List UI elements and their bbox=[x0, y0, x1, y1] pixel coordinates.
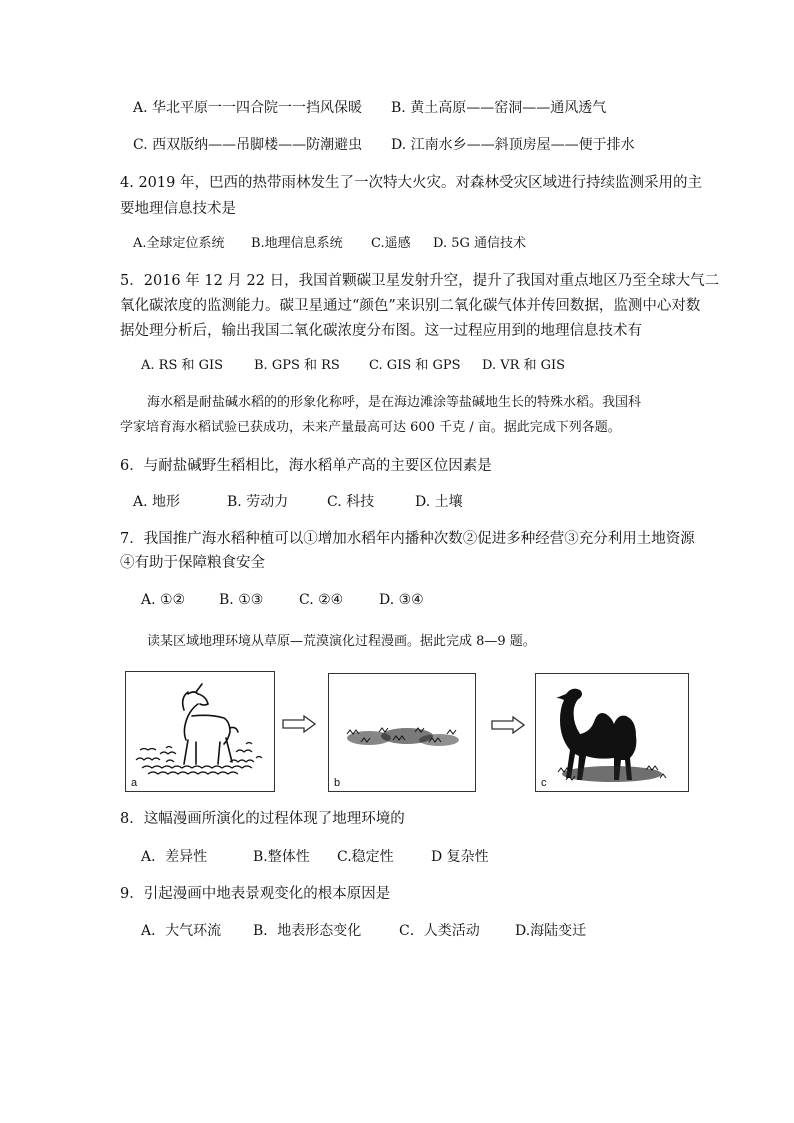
arrow-right-icon bbox=[282, 715, 316, 737]
arrow-right-icon bbox=[491, 716, 525, 738]
q8-option-d: D 复杂性 bbox=[431, 849, 489, 865]
q6-option-a: A. 地形 bbox=[133, 494, 181, 510]
q9-option-d: D.海陆变迁 bbox=[515, 923, 587, 939]
q7-option-c: C. ②④ bbox=[299, 592, 344, 608]
q5-stem-line1: 5．2016 年 12 月 22 日，我国首颗碳卫星发射升空，提升了我国对重点地区乃至全球大气二 bbox=[120, 273, 720, 289]
comic-panel-a bbox=[125, 671, 275, 792]
q4-option-c: C.遥感 bbox=[371, 236, 411, 251]
q9-option-a: A．大气环流 bbox=[141, 923, 222, 939]
comic-panel-label-b: b bbox=[334, 777, 341, 789]
q4-option-a: A.全球定位系统 bbox=[133, 236, 225, 251]
passage-sea-rice-line2: 学家培育海水稻试验已获成功，未来产量最高可达 600 千克 / 亩。据此完成下列各题。 bbox=[120, 420, 621, 435]
goat-grassland-illustration bbox=[126, 672, 274, 791]
q4-option-b: B.地理信息系统 bbox=[251, 236, 343, 251]
q3-option-c: C. 西双版纳——吊脚楼——防潮避虫 bbox=[133, 137, 363, 153]
q5-stem-line2: 氧化碳浓度的监测能力。碳卫星通过“颜色”来识别二氧化碳气体并传回数据，监测中心对数 bbox=[120, 298, 701, 314]
q9-option-b: B．地表形态变化 bbox=[253, 923, 362, 939]
q4-stem-line1: 4. 2019 年，巴西的热带雨林发生了一次特大火灾。对森林受灾区域进行持续监测采用的主 bbox=[120, 175, 702, 191]
q6-stem-line1: 6．与耐盐碱野生稻相比，海水稻单产高的主要区位因素是 bbox=[120, 458, 492, 474]
q6-option-c: C. 科技 bbox=[327, 494, 375, 510]
passage-sea-rice-line1: 海水稻是耐盐碱水稻的的形象化称呼，是在海边滩涂等盐碱地生长的特殊水稻。我国科 bbox=[147, 395, 642, 410]
q7-option-a: A. ①② bbox=[141, 592, 186, 608]
q4-stem-line2: 要地理信息技术是 bbox=[120, 201, 236, 217]
comic-panel-label-a: a bbox=[131, 777, 138, 789]
q8-option-b: B.整体性 bbox=[253, 849, 310, 865]
q5-stem-line3: 据处理分析后，输出我国二氧化碳浓度分布图。这一过程应用到的地理信息技术有 bbox=[120, 323, 642, 339]
q6-option-b: B. 劳动力 bbox=[227, 494, 289, 510]
q8-option-a: A．差异性 bbox=[141, 849, 208, 865]
comic-panel-c bbox=[535, 673, 689, 792]
q8-stem-line1: 8．这幅漫画所演化的过程体现了地理环境的 bbox=[120, 811, 405, 827]
q7-stem-line2: ④有助于保障粮食安全 bbox=[120, 555, 265, 571]
q5-option-c: C. GIS 和 GPS bbox=[369, 358, 461, 373]
q6-option-d: D. 土壤 bbox=[415, 494, 463, 510]
camel-desert-illustration bbox=[536, 674, 688, 791]
q7-stem-line1: 7．我国推广海水稻种植可以①增加水稻年内播种次数②促进多种经营③充分利用土地资源 bbox=[120, 531, 695, 547]
q3-option-a: A. 华北平原一一四合院一一挡风保暖 bbox=[133, 100, 363, 116]
degraded-grass-illustration bbox=[329, 674, 475, 791]
q7-option-b: B. ①③ bbox=[219, 592, 264, 608]
q5-option-a: A. RS 和 GIS bbox=[141, 358, 224, 373]
comic-panel-label-c: c bbox=[541, 777, 547, 789]
comic-panel-b bbox=[328, 673, 476, 792]
q3-option-d: D. 江南水乡——斜顶房屋——便于排水 bbox=[391, 137, 635, 153]
q7-option-d: D. ③④ bbox=[379, 592, 424, 608]
q5-option-d: D. VR 和 GIS bbox=[482, 358, 566, 373]
q5-option-b: B. GPS 和 RS bbox=[254, 358, 340, 373]
passage-comic-intro: 读某区域地理环境从草原—荒漠演化过程漫画。据此完成 8—9 题。 bbox=[147, 634, 536, 649]
q8-option-c: C.稳定性 bbox=[337, 849, 394, 865]
q9-option-c: C．人类活动 bbox=[399, 923, 480, 939]
q9-stem-line1: 9．引起漫画中地表景观变化的根本原因是 bbox=[120, 886, 391, 902]
q3-option-b: B. 黄土高原——窑洞——通风透气 bbox=[391, 100, 607, 116]
q4-option-d: D. 5G 通信技术 bbox=[433, 236, 527, 251]
